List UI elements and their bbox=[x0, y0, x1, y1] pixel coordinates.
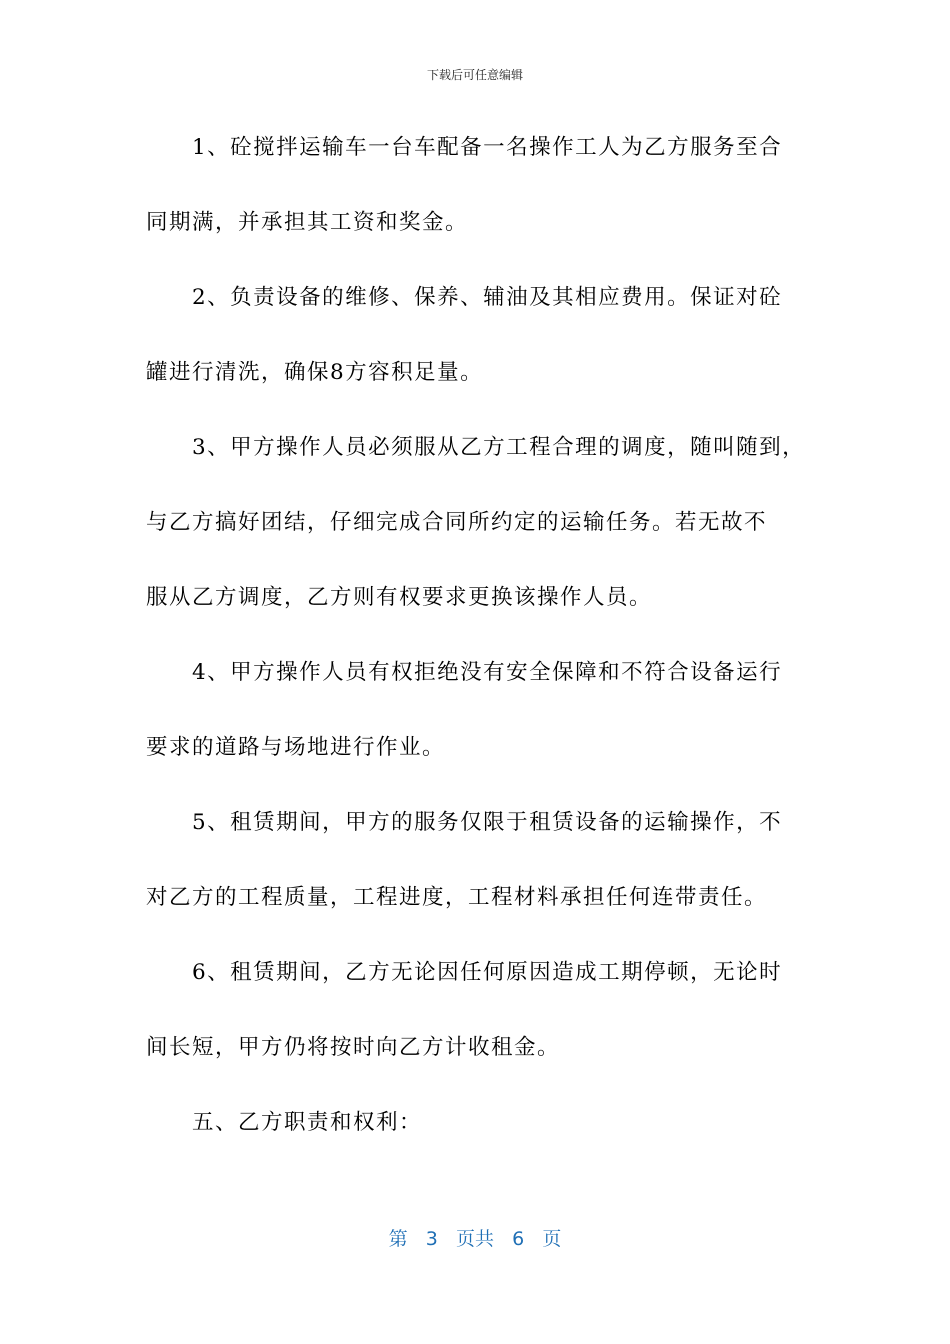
section-heading: 五、乙方职责和权利： bbox=[192, 1110, 423, 1135]
paragraph-line: 与乙方搞好团结，仔细完成合同所约定的运输任务。若无故不 bbox=[146, 510, 768, 535]
paragraph-line: 4、甲方操作人员有权拒绝没有安全保障和不符合设备运行 bbox=[192, 660, 783, 685]
page-middle-text: 页共 bbox=[455, 1228, 494, 1250]
paragraph-line: 要求的道路与场地进行作业。 bbox=[146, 735, 446, 760]
paragraph-line: 间长短，甲方仍将按时向乙方计收租金。 bbox=[146, 1035, 561, 1060]
page-number-footer bbox=[0, 1224, 950, 1251]
document-body bbox=[146, 120, 814, 1170]
paragraph-line: 对乙方的工程质量，工程进度，工程材料承担任何连带责任。 bbox=[146, 885, 768, 910]
total-pages-number: 6 bbox=[512, 1228, 525, 1250]
current-page-number: 3 bbox=[425, 1228, 438, 1250]
paragraph-line: 罐进行清洗，确保8方容积足量。 bbox=[146, 360, 484, 385]
paragraph-line: 服从乙方调度，乙方则有权要求更换该操作人员。 bbox=[146, 585, 653, 610]
paragraph-line: 6、租赁期间，乙方无论因任何原因造成工期停顿，无论时 bbox=[192, 960, 783, 985]
paragraph-line: 同期满，并承担其工资和奖金。 bbox=[146, 210, 469, 235]
paragraph-line: 1、砼搅拌运输车一台车配备一名操作工人为乙方服务至合 bbox=[192, 135, 783, 160]
paragraph-line: 5、租赁期间，甲方的服务仅限于租赁设备的运输操作，不 bbox=[192, 810, 783, 835]
paragraph-line: 2、负责设备的维修、保养、辅油及其相应费用。保证对砼 bbox=[192, 285, 783, 310]
header-note: 下载后可任意编辑 bbox=[426, 68, 523, 82]
page-prefix: 第 bbox=[388, 1228, 408, 1250]
paragraph-line: 3、甲方操作人员必须服从乙方工程合理的调度，随叫随到， bbox=[192, 435, 806, 460]
page-suffix: 页 bbox=[542, 1228, 562, 1250]
